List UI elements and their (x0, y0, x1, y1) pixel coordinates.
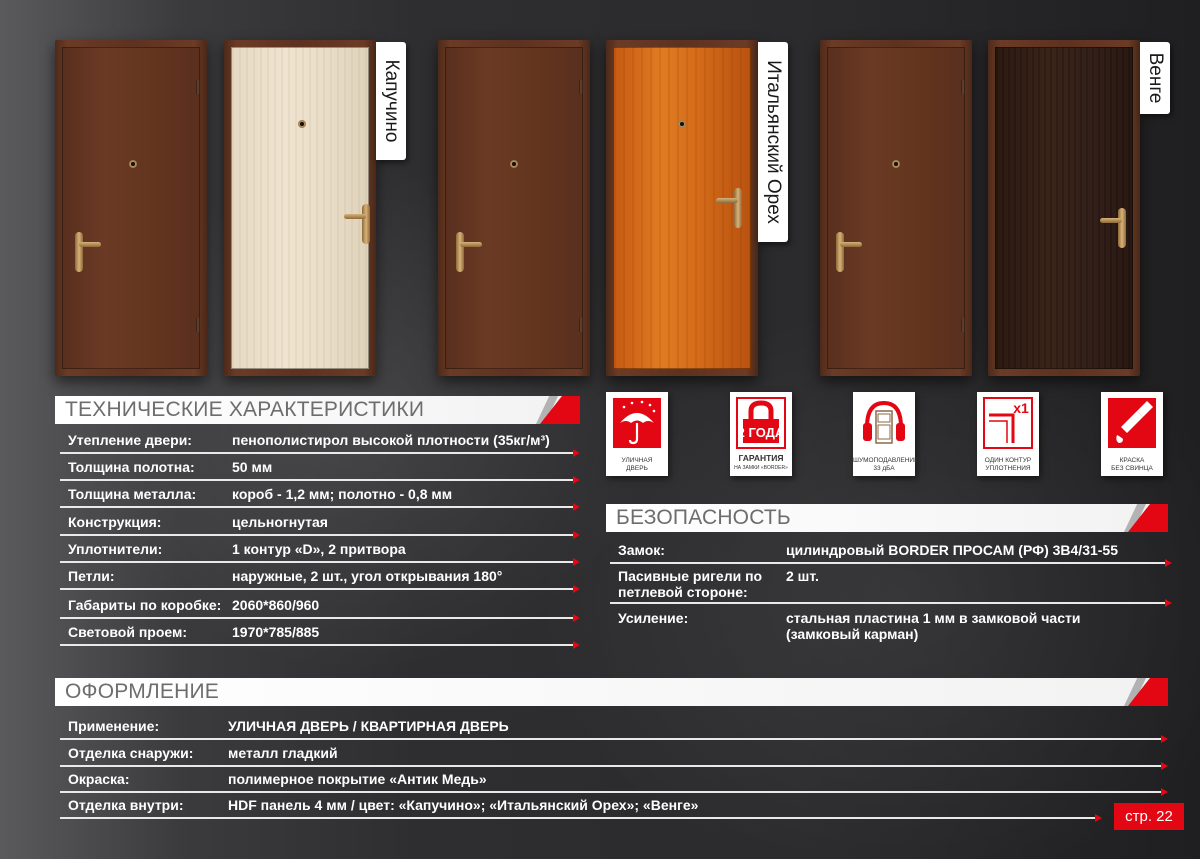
warranty-badge: 2 ГОДА (737, 425, 785, 440)
row-label: Толщина металла: (68, 486, 197, 502)
tech-row (68, 432, 576, 456)
feature-caption: ГАРАНТИЯ (738, 453, 784, 463)
feature-card-street-door (606, 392, 668, 476)
row-value: 1970*785/885 (232, 624, 320, 640)
door-exterior-2 (438, 40, 590, 376)
row-label: петлевой стороне: (618, 584, 748, 600)
design-row (68, 718, 1164, 742)
row-value: цилиндровый BORDER ПРОСАМ (РФ) 3В4/31-55 (786, 542, 1119, 558)
tech-row (68, 514, 576, 538)
lock-icon (736, 397, 786, 449)
section-title-security (606, 504, 1168, 532)
row-value: короб - 1,2 мм; полотно - 0,8 мм (232, 486, 453, 502)
row-label: Пасивные ригели по (618, 568, 763, 584)
color-tab-capuccino (376, 42, 406, 160)
row-label: Окраска: (68, 771, 130, 787)
handle-icon (75, 232, 101, 272)
keyhole-icon (892, 160, 900, 168)
feature-card-warranty (730, 392, 792, 476)
feature-card-paint (1101, 392, 1163, 476)
section-title-text: ТЕХНИЧЕСКИЕ ХАРАКТЕРИСТИКИ (65, 398, 425, 421)
section-title-design (55, 678, 1168, 706)
row-value: полимерное покрытие «Антик Медь» (228, 771, 487, 787)
row-label: Применение: (68, 718, 160, 734)
door-interior-walnut (606, 40, 758, 376)
feature-caption: КРАСКА (1119, 457, 1145, 464)
security-row-lock (618, 542, 1168, 564)
handle-icon (1100, 208, 1126, 248)
row-label: Утепление двери: (68, 432, 192, 448)
row-value: 2060*860/960 (232, 597, 320, 613)
row-value: стальная пластина 1 мм в замковой части (786, 610, 1081, 626)
color-tab-walnut (758, 42, 788, 242)
feature-card-noise (853, 392, 919, 476)
row-value: металл гладкий (228, 745, 338, 761)
brush-icon (1107, 397, 1157, 449)
handle-icon (836, 232, 862, 272)
keyhole-icon (298, 120, 306, 128)
row-value: наружные, 2 шт., угол открывания 180° (232, 568, 503, 584)
umbrella-icon (612, 397, 662, 449)
row-value: УЛИЧНАЯ ДВЕРЬ / КВАРТИРНАЯ ДВЕРЬ (228, 718, 509, 734)
door-panel-metal (445, 47, 583, 369)
row-value: цельногнутая (232, 514, 328, 530)
feature-caption: УЛИЧНАЯ (621, 457, 653, 464)
row-value: пенополистирол высокой плотности (35кг/м³) (232, 432, 550, 448)
door-interior-capuccino (224, 40, 376, 376)
headphones-icon (859, 397, 909, 449)
row-label: Конструкция: (68, 514, 162, 530)
hinge-icon (961, 80, 965, 94)
tech-row (68, 459, 576, 483)
keyhole-icon (678, 120, 686, 128)
row-label: Габариты по коробке: (68, 597, 222, 613)
door-panel-metal (62, 47, 200, 369)
row-label: Замок: (618, 542, 665, 558)
keyhole-icon (510, 160, 518, 168)
design-row (68, 771, 1164, 795)
row-label: Отделка снаружи: (68, 745, 194, 761)
section-title-text: ОФОРМЛЕНИЕ (65, 680, 219, 703)
security-row-reinforcement (618, 610, 1168, 646)
section-title-tech (55, 396, 580, 424)
tech-row (68, 597, 576, 621)
feature-caption: ОДИН КОНТУР (984, 457, 1032, 464)
feature-caption: УПЛОТНЕНИЯ (985, 464, 1031, 472)
feature-caption: БЕЗ СВИНЦА (1111, 464, 1153, 472)
tech-row (68, 624, 576, 648)
hinge-icon (579, 318, 583, 332)
row-label: Петли: (68, 568, 115, 584)
row-value: 1 контур «D», 2 притвора (232, 541, 406, 557)
feature-card-seal (977, 392, 1039, 476)
door-panel-metal (827, 47, 965, 369)
tech-row (68, 486, 576, 510)
design-row (68, 745, 1164, 769)
row-label: Отделка внутри: (68, 797, 184, 813)
door-exterior-1 (55, 40, 207, 376)
section-title-text: БЕЗОПАСНОСТЬ (616, 506, 791, 529)
row-label: Уплотнители: (68, 541, 163, 557)
row-value: (замковый карман) (786, 626, 919, 642)
door-exterior-3 (820, 40, 972, 376)
row-label: Усиление: (618, 610, 689, 626)
door-interior-wenge (988, 40, 1140, 376)
hinge-icon (579, 80, 583, 94)
handle-icon (456, 232, 482, 272)
feature-caption: ШУМОПОДАВЛЕНИЕ (853, 457, 919, 464)
tech-row (68, 568, 576, 592)
tech-row (68, 541, 576, 565)
row-value: HDF панель 4 мм / цвет: «Капучино»; «Итальянский Орех»; «Венге» (228, 797, 699, 813)
handle-icon (716, 188, 742, 228)
hinge-icon (961, 318, 965, 332)
row-label: Толщина полотна: (68, 459, 195, 475)
row-value: 2 шт. (786, 568, 819, 584)
seal-contour-icon (983, 397, 1033, 449)
page-number: стр. 22 (1114, 803, 1184, 830)
seal-badge: x1 (1013, 400, 1029, 416)
color-tab-label: Венге (1145, 52, 1166, 104)
color-tab-label: Итальянский Орех (763, 60, 784, 224)
handle-icon (344, 204, 370, 244)
design-row (68, 797, 1098, 821)
hinge-icon (196, 318, 200, 332)
keyhole-icon (129, 160, 137, 168)
feature-caption: НА ЗАМКИ «BORDER» (734, 464, 788, 471)
color-tab-wenge (1140, 42, 1170, 114)
hinge-icon (196, 80, 200, 94)
feature-caption: 33 дБА (873, 464, 895, 472)
security-row-bolts (618, 568, 1168, 604)
color-tab-label: Капучино (381, 59, 402, 143)
feature-caption: ДВЕРЬ (626, 464, 648, 472)
row-label: Световой проем: (68, 624, 188, 640)
row-value: 50 мм (232, 459, 273, 475)
